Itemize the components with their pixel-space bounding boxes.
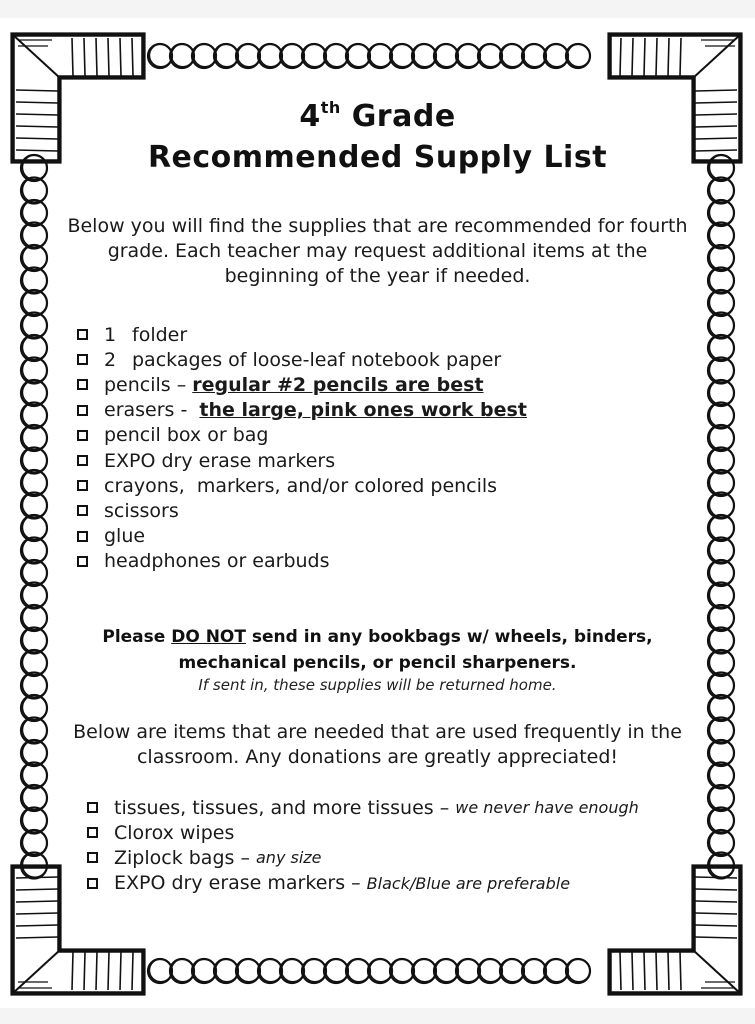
checkbox-icon	[87, 802, 98, 813]
title-supply-list: Recommended Supply List	[147, 140, 608, 175]
item-text: pencils –	[104, 373, 193, 396]
donation-item	[87, 820, 639, 845]
donation-item	[87, 845, 639, 870]
checkbox-icon	[77, 354, 88, 365]
do-not-emphasis: DO NOT	[171, 627, 246, 647]
item-note: any size	[256, 848, 322, 868]
supply-item	[77, 398, 527, 423]
checkbox-icon	[87, 878, 98, 889]
supply-item	[77, 549, 527, 574]
checkbox-icon	[87, 827, 98, 838]
checkbox-icon	[77, 405, 88, 416]
supply-item	[77, 347, 527, 372]
item-text: crayons, markers, and/or colored pencils	[104, 474, 498, 497]
supply-item	[77, 498, 527, 523]
item-quantity: 1	[104, 323, 117, 346]
item-text: packages of loose-leaf notebook paper	[132, 348, 502, 371]
intro-paragraph: Below you will find the supplies that are recommended for fourth grade. Each teacher may request additional items at the beginning of the year if needed.	[67, 215, 688, 287]
donation-list	[87, 795, 639, 896]
supply-item	[77, 448, 527, 473]
item-note: we never have enough	[455, 798, 639, 818]
item-text: EXPO dry erase markers –	[114, 872, 367, 895]
donation-item	[87, 795, 639, 820]
returned-note: If sent in, these supplies will be returned home.	[198, 676, 557, 694]
item-text: EXPO dry erase markers	[104, 449, 336, 472]
supply-list	[77, 322, 527, 574]
supply-item	[77, 524, 527, 549]
checkbox-icon	[87, 852, 98, 863]
warning-notice: Please DO NOT send in any bookbags w/ wheels, binders, mechanical pencils, or pencil sharpeners.	[102, 627, 653, 673]
checkbox-icon	[77, 556, 88, 567]
item-emphasis: regular #2 pencils are best	[192, 373, 484, 396]
supply-item	[77, 372, 527, 397]
item-quantity: 2	[104, 348, 117, 371]
checkbox-icon	[77, 455, 88, 466]
item-text: erasers -	[104, 399, 200, 422]
title-grade: 4th Grade	[299, 98, 456, 134]
item-text: pencil box or bag	[104, 424, 269, 447]
item-text: Clorox wipes	[114, 821, 235, 844]
checkbox-icon	[77, 531, 88, 542]
checkbox-icon	[77, 480, 88, 491]
item-text: headphones or earbuds	[104, 550, 330, 573]
supply-list-page	[0, 18, 755, 1008]
item-note: Black/Blue are preferable	[366, 873, 571, 893]
item-text: Ziplock bags –	[114, 846, 256, 869]
checkbox-icon	[77, 329, 88, 340]
checkbox-icon	[77, 430, 88, 441]
item-text: glue	[104, 525, 146, 548]
supply-item	[77, 473, 527, 498]
donation-item	[87, 871, 639, 896]
checkbox-icon	[77, 379, 88, 390]
checkbox-icon	[77, 505, 88, 516]
supply-item	[77, 322, 527, 347]
item-text: tissues, tissues, and more tissues –	[114, 796, 456, 819]
donations-paragraph: Below are items that are needed that are used frequently in the classroom. Any donations are greatly appreciated!	[73, 721, 682, 768]
item-emphasis: the large, pink ones work best	[199, 399, 527, 422]
item-text: folder	[132, 323, 188, 346]
item-text: scissors	[104, 499, 179, 522]
supply-item	[77, 423, 527, 448]
